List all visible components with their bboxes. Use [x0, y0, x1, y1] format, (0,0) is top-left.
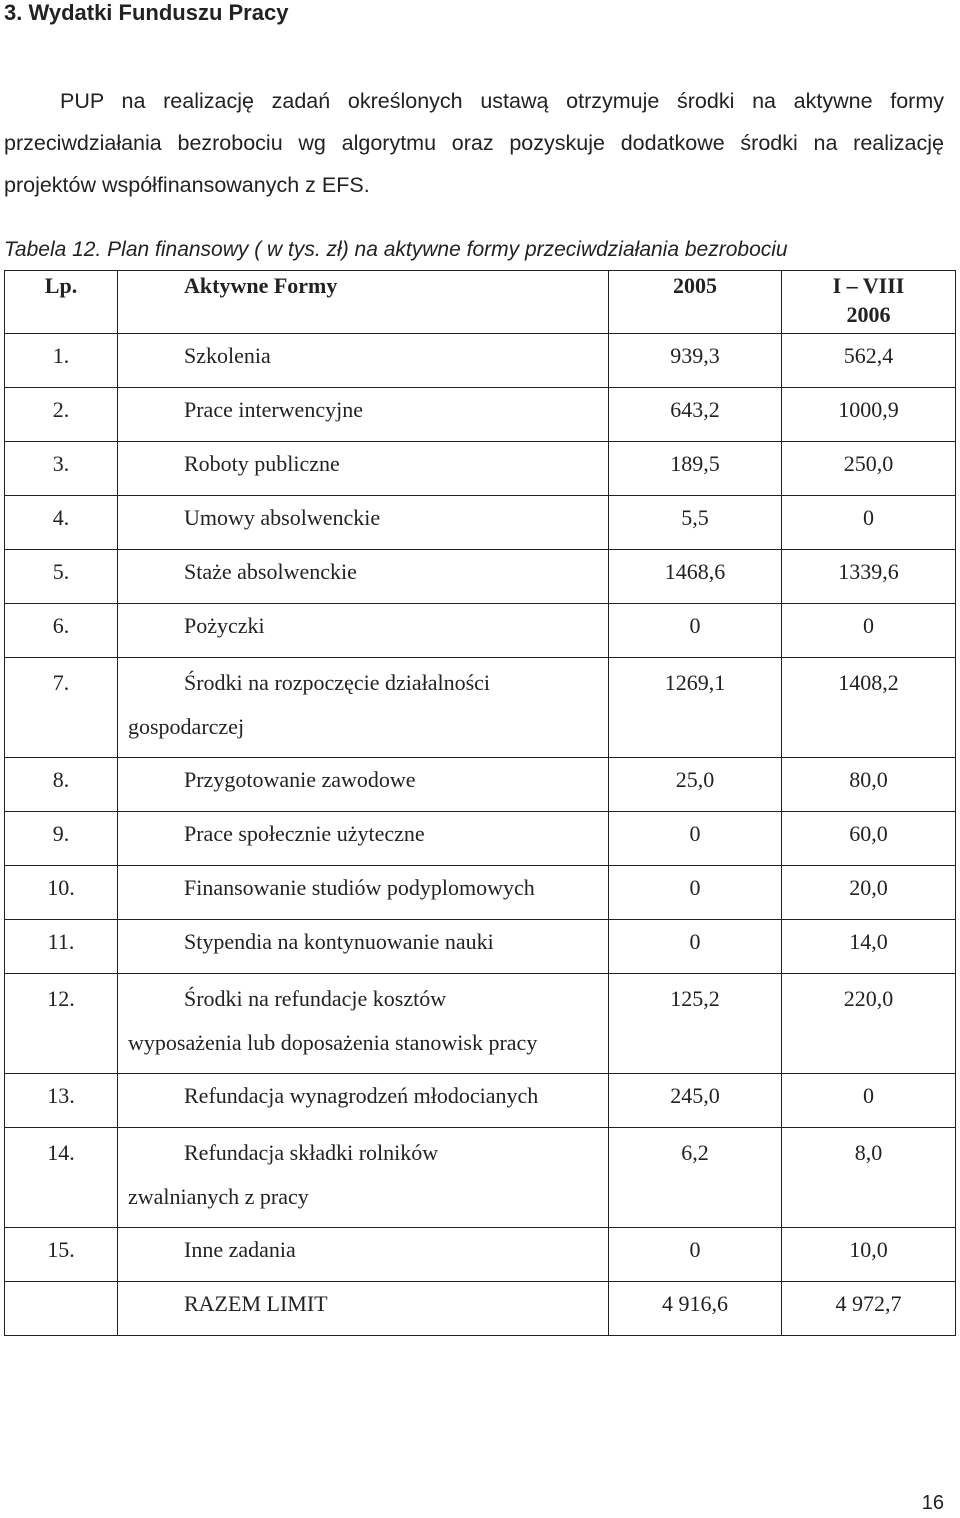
row-name: [118, 1074, 609, 1128]
intro-paragraph-text: PUP na realizację zadań określonych ustawą otrzymuje środki na aktywne formy przeciwdziałania bezrobociu wg algorytmu oraz pozyskuje dodatkowe środki na realizację projektów współfinansowanych z EFS.: [4, 89, 944, 197]
row-lp: 10.: [5, 866, 118, 920]
row-value-2006: 1000,9: [782, 388, 956, 442]
row-name-line1: Finansowanie studiów podyplomowych: [184, 875, 535, 900]
table-row: [5, 758, 956, 812]
table-row: [5, 1128, 956, 1228]
table-row: [5, 388, 956, 442]
row-value-2005: 0: [609, 866, 782, 920]
table-caption: Tabela 12. Plan finansowy ( w tys. zł) na aktywne formy przeciwdziałania bezrobociu: [4, 238, 788, 261]
table-row: [5, 1228, 956, 1282]
row-name: [118, 442, 609, 496]
row-lp: 3.: [5, 442, 118, 496]
row-lp: 5.: [5, 550, 118, 604]
row-value-2006: 562,4: [782, 334, 956, 388]
row-value-2006: 80,0: [782, 758, 956, 812]
row-name-line1: Szkolenia: [184, 343, 271, 368]
row-name-line2: zwalnianych z pracy: [128, 1184, 309, 1209]
row-value-2006: 14,0: [782, 920, 956, 974]
row-name: [118, 388, 609, 442]
row-name-line1: Umowy absolwenckie: [184, 505, 381, 530]
row-name: [118, 812, 609, 866]
row-value-2005: 4 916,6: [609, 1282, 782, 1336]
row-name: [118, 334, 609, 388]
row-value-2005: 245,0: [609, 1074, 782, 1128]
row-value-2005: 939,3: [609, 334, 782, 388]
row-value-2006: 4 972,7: [782, 1282, 956, 1336]
row-name-line1: Staże absolwenckie: [184, 559, 357, 584]
row-name-line1: Roboty publiczne: [184, 451, 340, 476]
row-name-line2: wyposażenia lub doposażenia stanowisk pracy: [128, 1030, 538, 1055]
header-2005: 2005: [609, 271, 782, 334]
row-lp: [5, 1282, 118, 1336]
row-value-2005: 0: [609, 604, 782, 658]
row-value-2006: 1339,6: [782, 550, 956, 604]
header-2006: [782, 271, 956, 334]
row-lp: 7.: [5, 658, 118, 758]
table-row: [5, 658, 956, 758]
header-2006-line1: I – VIII: [832, 273, 905, 298]
row-name-line1: Inne zadania: [184, 1237, 296, 1262]
row-name-line1: Przygotowanie zawodowe: [184, 767, 416, 792]
row-value-2006: 10,0: [782, 1228, 956, 1282]
row-value-2006: 250,0: [782, 442, 956, 496]
row-name-line1: Refundacja wynagrodzeń młodocianych: [184, 1083, 539, 1108]
table-row: [5, 604, 956, 658]
table-row: [5, 920, 956, 974]
row-name: [118, 496, 609, 550]
header-2006-line2: 2006: [846, 302, 891, 327]
row-lp: 2.: [5, 388, 118, 442]
row-name-line1: RAZEM LIMIT: [184, 1291, 328, 1316]
table-row: [5, 812, 956, 866]
row-name: [118, 974, 609, 1074]
table-body: [5, 334, 956, 1336]
row-value-2005: 25,0: [609, 758, 782, 812]
row-value-2005: 1468,6: [609, 550, 782, 604]
row-lp: 1.: [5, 334, 118, 388]
table-row: [5, 442, 956, 496]
table-row: [5, 974, 956, 1074]
table-row: [5, 496, 956, 550]
row-name: [118, 1228, 609, 1282]
row-lp: 11.: [5, 920, 118, 974]
financial-plan-table: [4, 270, 956, 1336]
row-name: [118, 920, 609, 974]
row-value-2005: 6,2: [609, 1128, 782, 1228]
table-row: [5, 550, 956, 604]
row-value-2006: 0: [782, 1074, 956, 1128]
row-name: [118, 604, 609, 658]
row-value-2005: 189,5: [609, 442, 782, 496]
row-value-2006: 0: [782, 604, 956, 658]
table-header-row: [5, 271, 956, 334]
row-value-2005: 643,2: [609, 388, 782, 442]
row-name: [118, 550, 609, 604]
table-row: [5, 1282, 956, 1336]
table-row: [5, 1074, 956, 1128]
row-name-line1: Stypendia na kontynuowanie nauki: [184, 929, 494, 954]
header-name: Aktywne Formy: [118, 271, 609, 334]
row-lp: 12.: [5, 974, 118, 1074]
row-value-2006: 20,0: [782, 866, 956, 920]
row-value-2006: 60,0: [782, 812, 956, 866]
row-value-2005: 0: [609, 1228, 782, 1282]
header-lp: Lp.: [5, 271, 118, 334]
page-number: 16: [921, 1492, 944, 1514]
row-name-line1: Prace społecznie użyteczne: [184, 821, 425, 846]
row-lp: 9.: [5, 812, 118, 866]
row-lp: 15.: [5, 1228, 118, 1282]
row-name-line1: Refundacja składki rolników: [184, 1140, 439, 1165]
section-heading: 3. Wydatki Funduszu Pracy: [4, 0, 289, 25]
row-value-2006: 8,0: [782, 1128, 956, 1228]
row-name: [118, 866, 609, 920]
row-value-2006: 220,0: [782, 974, 956, 1074]
row-name-line1: Pożyczki: [184, 613, 265, 638]
row-lp: 14.: [5, 1128, 118, 1228]
row-lp: 4.: [5, 496, 118, 550]
row-name-line2: gospodarczej: [128, 714, 245, 739]
row-name-line1: Środki na refundacje kosztów: [184, 986, 447, 1011]
row-value-2006: 0: [782, 496, 956, 550]
row-name-line1: Prace interwencyjne: [184, 397, 363, 422]
row-name: [118, 758, 609, 812]
table-row: [5, 866, 956, 920]
row-value-2005: 1269,1: [609, 658, 782, 758]
row-lp: 8.: [5, 758, 118, 812]
row-value-2005: 0: [609, 812, 782, 866]
row-lp: 6.: [5, 604, 118, 658]
row-value-2005: 5,5: [609, 496, 782, 550]
row-name-line1: Środki na rozpoczęcie działalności: [184, 670, 491, 695]
table-row: [5, 334, 956, 388]
row-name: [118, 658, 609, 758]
intro-paragraph: [4, 80, 944, 206]
row-value-2006: 1408,2: [782, 658, 956, 758]
row-name: [118, 1128, 609, 1228]
row-value-2005: 125,2: [609, 974, 782, 1074]
row-name: [118, 1282, 609, 1336]
row-lp: 13.: [5, 1074, 118, 1128]
row-value-2005: 0: [609, 920, 782, 974]
